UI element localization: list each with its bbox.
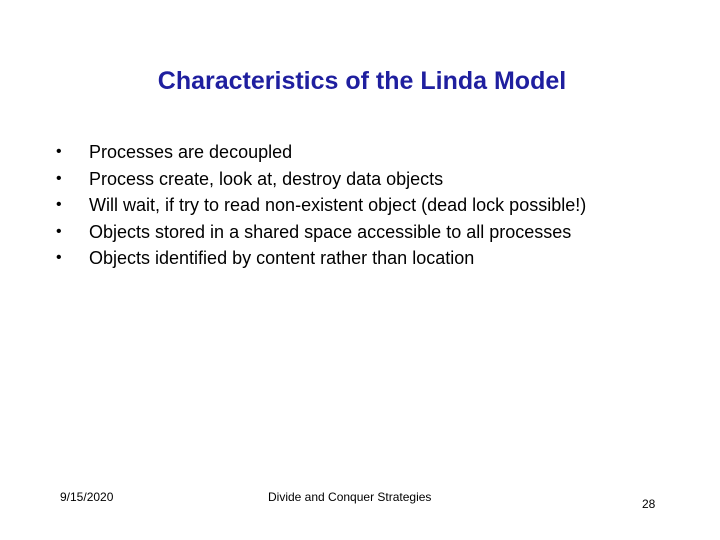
bullet-icon: •	[56, 196, 62, 213]
footer-date: 9/15/2020	[60, 490, 114, 504]
footer-title: Divide and Conquer Strategies	[268, 490, 432, 504]
bullet-icon: •	[56, 143, 62, 160]
bullet-text: Objects identified by content rather than location	[89, 248, 475, 268]
bullet-text: Processes are decoupled	[89, 142, 293, 162]
bullet-icon: •	[56, 249, 62, 266]
bullet-text: Objects stored in a shared space accessible to all processes	[89, 221, 572, 242]
bullet-icon: •	[56, 222, 62, 240]
page-number: 28	[642, 497, 656, 511]
bullet-text: Will wait, if try to read non-existent object (dead lock possible!)	[89, 195, 587, 215]
slide-title: Characteristics of the Linda Model	[157, 67, 567, 95]
bullet-text: Process create, look at, destroy data objects	[89, 168, 444, 189]
bullet-icon: •	[56, 169, 62, 187]
